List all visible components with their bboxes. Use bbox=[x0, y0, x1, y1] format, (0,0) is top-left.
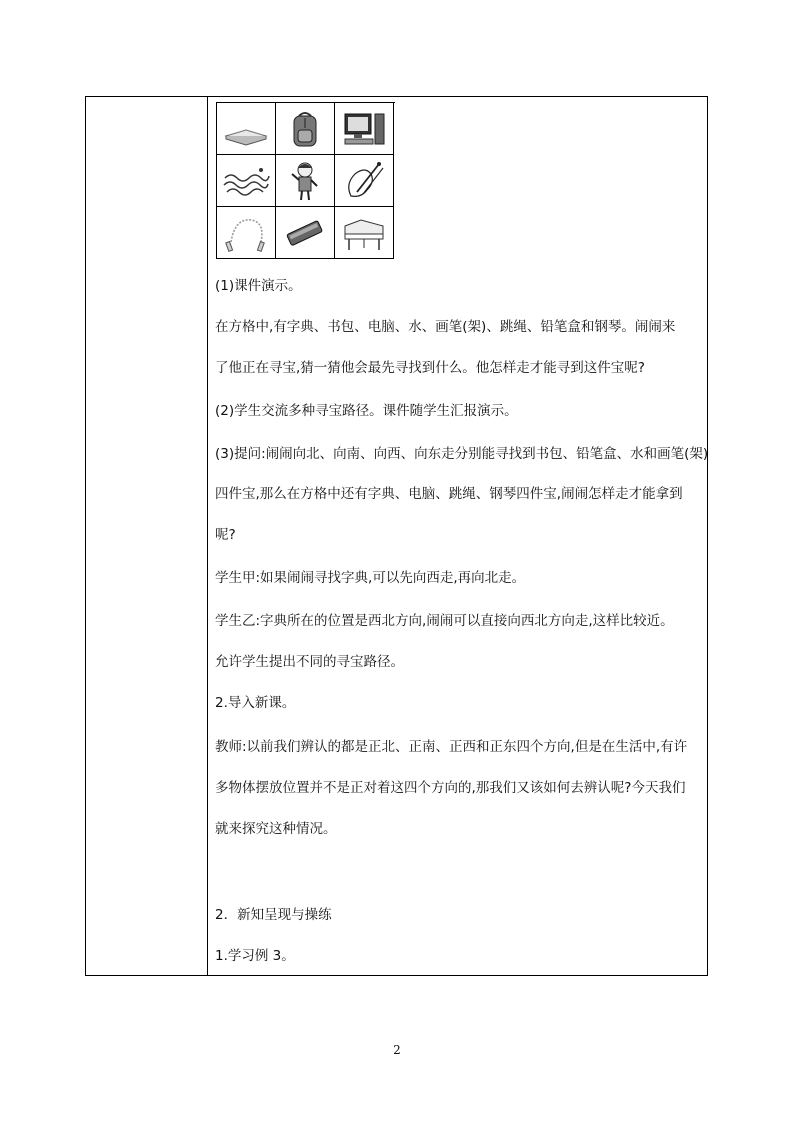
column-divider bbox=[207, 97, 208, 975]
text-line-10: 允许学生提出不同的寻宝路径。 bbox=[215, 654, 404, 670]
grid-cell-piano bbox=[335, 207, 394, 259]
piano-icon bbox=[339, 212, 389, 254]
grid-cell-boy bbox=[276, 155, 335, 207]
text-line-3: 了他正在寻宝,猜一猜他会最先寻找到什么。他怎样走才能寻到这件宝呢? bbox=[215, 360, 645, 376]
pencil-case-icon bbox=[280, 212, 330, 254]
boy-icon bbox=[280, 160, 330, 202]
text-line-4: (2)学生交流多种寻宝路径。课件随学生汇报演示。 bbox=[215, 403, 518, 419]
grid-cell-backpack bbox=[276, 103, 335, 155]
text-line-5: (3)提问:闹闹向北、向南、向西、向东走分别能寻找到书包、铅笔盒、水和画笔(架) bbox=[215, 446, 709, 462]
text-line-13: 多物体摆放位置并不是正对着这四个方向的,那我们又该如何去辨认呢?今天我们 bbox=[215, 780, 686, 796]
grid-cell-pencil-case bbox=[276, 207, 335, 259]
grid-cell-paintbrush bbox=[335, 155, 394, 207]
text-line-9: 学生乙:字典所在的位置是西北方向,闹闹可以直接向西北方向走,这样比较近。 bbox=[215, 613, 674, 629]
text-line-11: 2.导入新课。 bbox=[215, 695, 296, 711]
grid-cell-dictionary bbox=[217, 103, 276, 155]
computer-icon bbox=[339, 108, 389, 150]
text-line-7: 呢? bbox=[215, 527, 236, 543]
text-line-1: (1)课件演示。 bbox=[215, 278, 302, 294]
page-number: 2 bbox=[393, 1043, 401, 1057]
text-line-16: 1.学习例 3。 bbox=[215, 948, 295, 964]
grid-cell-jump-rope bbox=[217, 207, 276, 259]
paintbrush-palette-icon bbox=[339, 160, 389, 202]
section-heading: 2．新知呈现与操练 bbox=[215, 907, 332, 923]
text-line-8: 学生甲:如果闹闹寻找字典,可以先向西走,再向北走。 bbox=[215, 570, 526, 586]
water-icon bbox=[221, 160, 271, 202]
text-line-2: 在方格中,有字典、书包、电脑、水、画笔(架)、跳绳、铅笔盒和钢琴。闹闹来 bbox=[215, 319, 676, 335]
text-line-12: 教师:以前我们辨认的都是正北、正南、正西和正东四个方向,但是在生活中,有许 bbox=[215, 739, 688, 755]
jump-rope-icon bbox=[221, 212, 271, 254]
treasure-grid bbox=[216, 102, 395, 259]
text-line-14: 就来探究这种情况。 bbox=[215, 821, 337, 837]
grid-cell-water bbox=[217, 155, 276, 207]
dictionary-icon bbox=[221, 108, 271, 150]
text-line-6: 四件宝,那么在方格中还有字典、电脑、跳绳、钢琴四件宝,闹闹怎样走才能拿到 bbox=[215, 486, 683, 502]
backpack-icon bbox=[280, 108, 330, 150]
grid-cell-computer bbox=[335, 103, 394, 155]
